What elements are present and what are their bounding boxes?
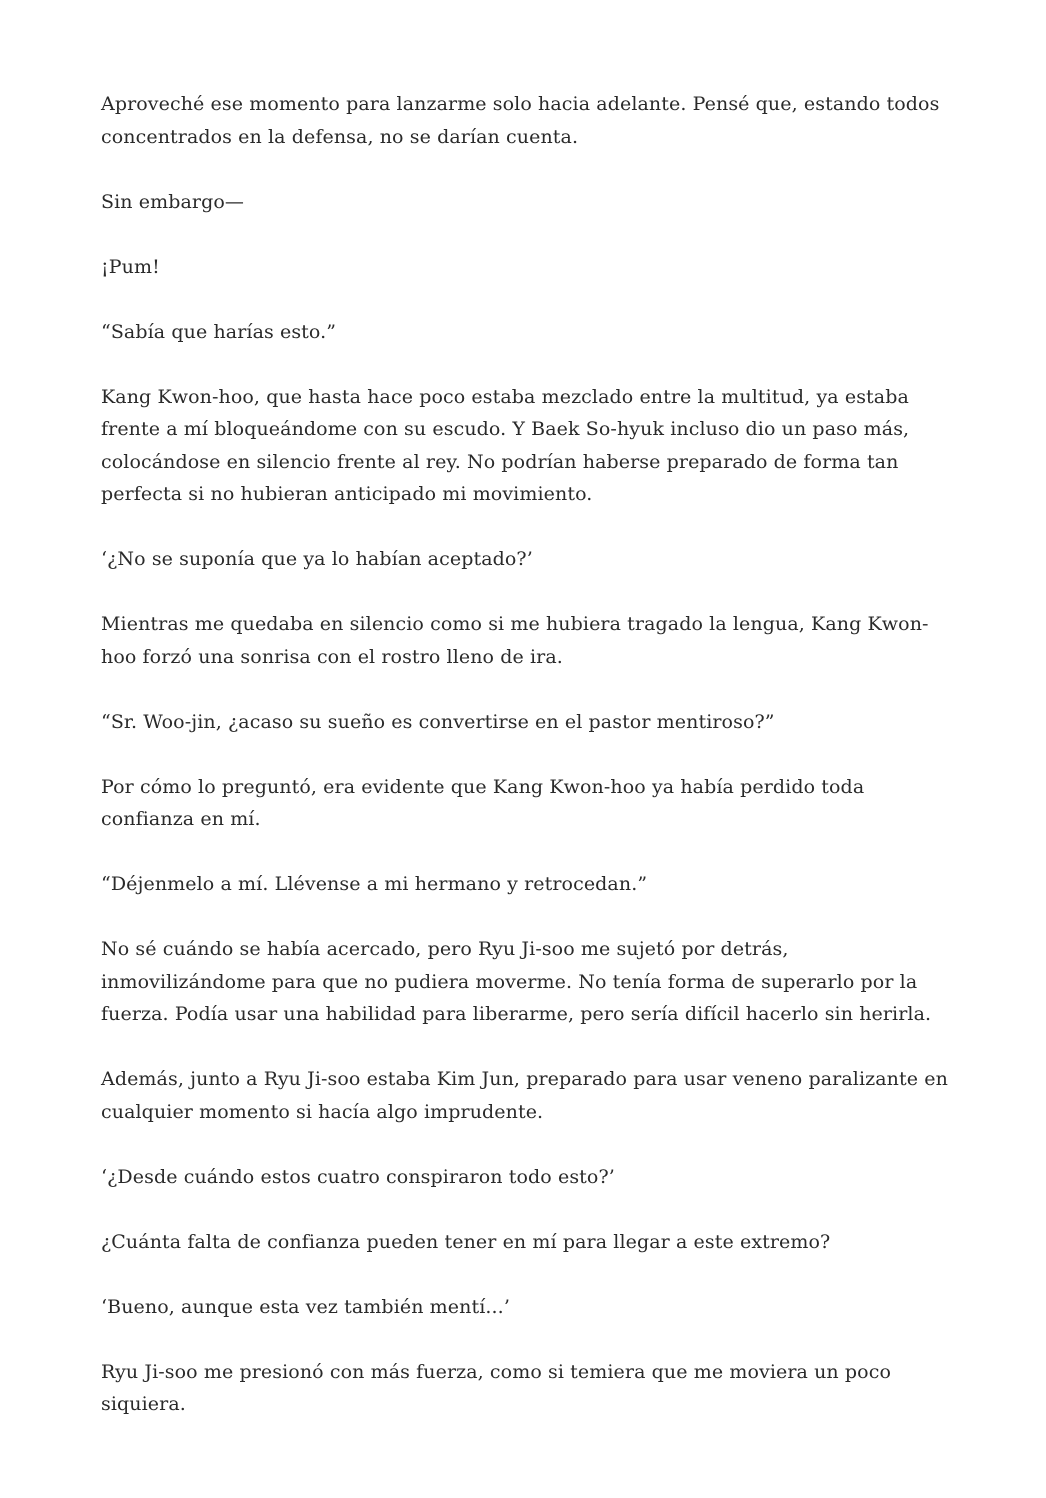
paragraph: Además, junto a Ryu Ji-soo estaba Kim Jun, preparado para usar veneno paralizante en cualquier momento si hacía algo imprudente. bbox=[101, 1068, 948, 1123]
paragraph: Sin embargo— bbox=[101, 190, 245, 213]
paragraph: ¡Pum! bbox=[101, 255, 160, 278]
paragraph: Mientras me quedaba en silencio como si me hubiera tragado la lengua, Kang Kwon-hoo forzó una sonrisa con el rostro lleno de ira. bbox=[101, 613, 929, 668]
paragraph: No sé cuándo se había acercado, pero Ryu Ji-soo me sujetó por detrás, inmovilizándome para que no pudiera moverme. No tenía forma de superarlo por la fuerza. Podía usar una habilidad para liberarme, pero sería difícil hacerlo sin herirla. bbox=[101, 938, 932, 1025]
paragraph: ‘¿Desde cuándo estos cuatro conspiraron todo esto?’ bbox=[101, 1165, 615, 1188]
paragraph: Kang Kwon-hoo, que hasta hace poco estaba mezclado entre la multitud, ya estaba frente a mí bloqueándome con su escudo. Y Baek So-hyuk incluso dio un paso más, colocándose en silencio frente al rey. No podrían haberse preparado de forma tan perfecta si no hubieran anticipado mi movimiento. bbox=[101, 385, 910, 505]
paragraph: ‘Bueno, aunque esta vez también mentí...’ bbox=[101, 1295, 510, 1318]
paragraph: “Déjenmelo a mí. Llévense a mi hermano y retrocedan.” bbox=[101, 873, 648, 895]
paragraph: “Sabía que harías esto.” bbox=[101, 320, 337, 343]
paragraph: ¿Cuánta falta de confianza pueden tener en mí para llegar a este extremo? bbox=[101, 1230, 831, 1253]
paragraph: Aproveché ese momento para lanzarme solo hacia adelante. Pensé que, estando todos concentrados en la defensa, no se darían cuenta. bbox=[101, 93, 940, 148]
document-page bbox=[101, 88, 951, 1453]
paragraph: ‘¿No se suponía que ya lo habían aceptado?’ bbox=[101, 548, 533, 570]
paragraph: “Sr. Woo-jin, ¿acaso su sueño es convertirse en el pastor mentiroso?” bbox=[101, 710, 775, 733]
paragraph: Ryu Ji-soo me presionó con más fuerza, como si temiera que me moviera un poco siquiera. bbox=[101, 1360, 891, 1415]
paragraph: Por cómo lo preguntó, era evidente que Kang Kwon-hoo ya había perdido toda confianza en mí. bbox=[101, 775, 865, 830]
